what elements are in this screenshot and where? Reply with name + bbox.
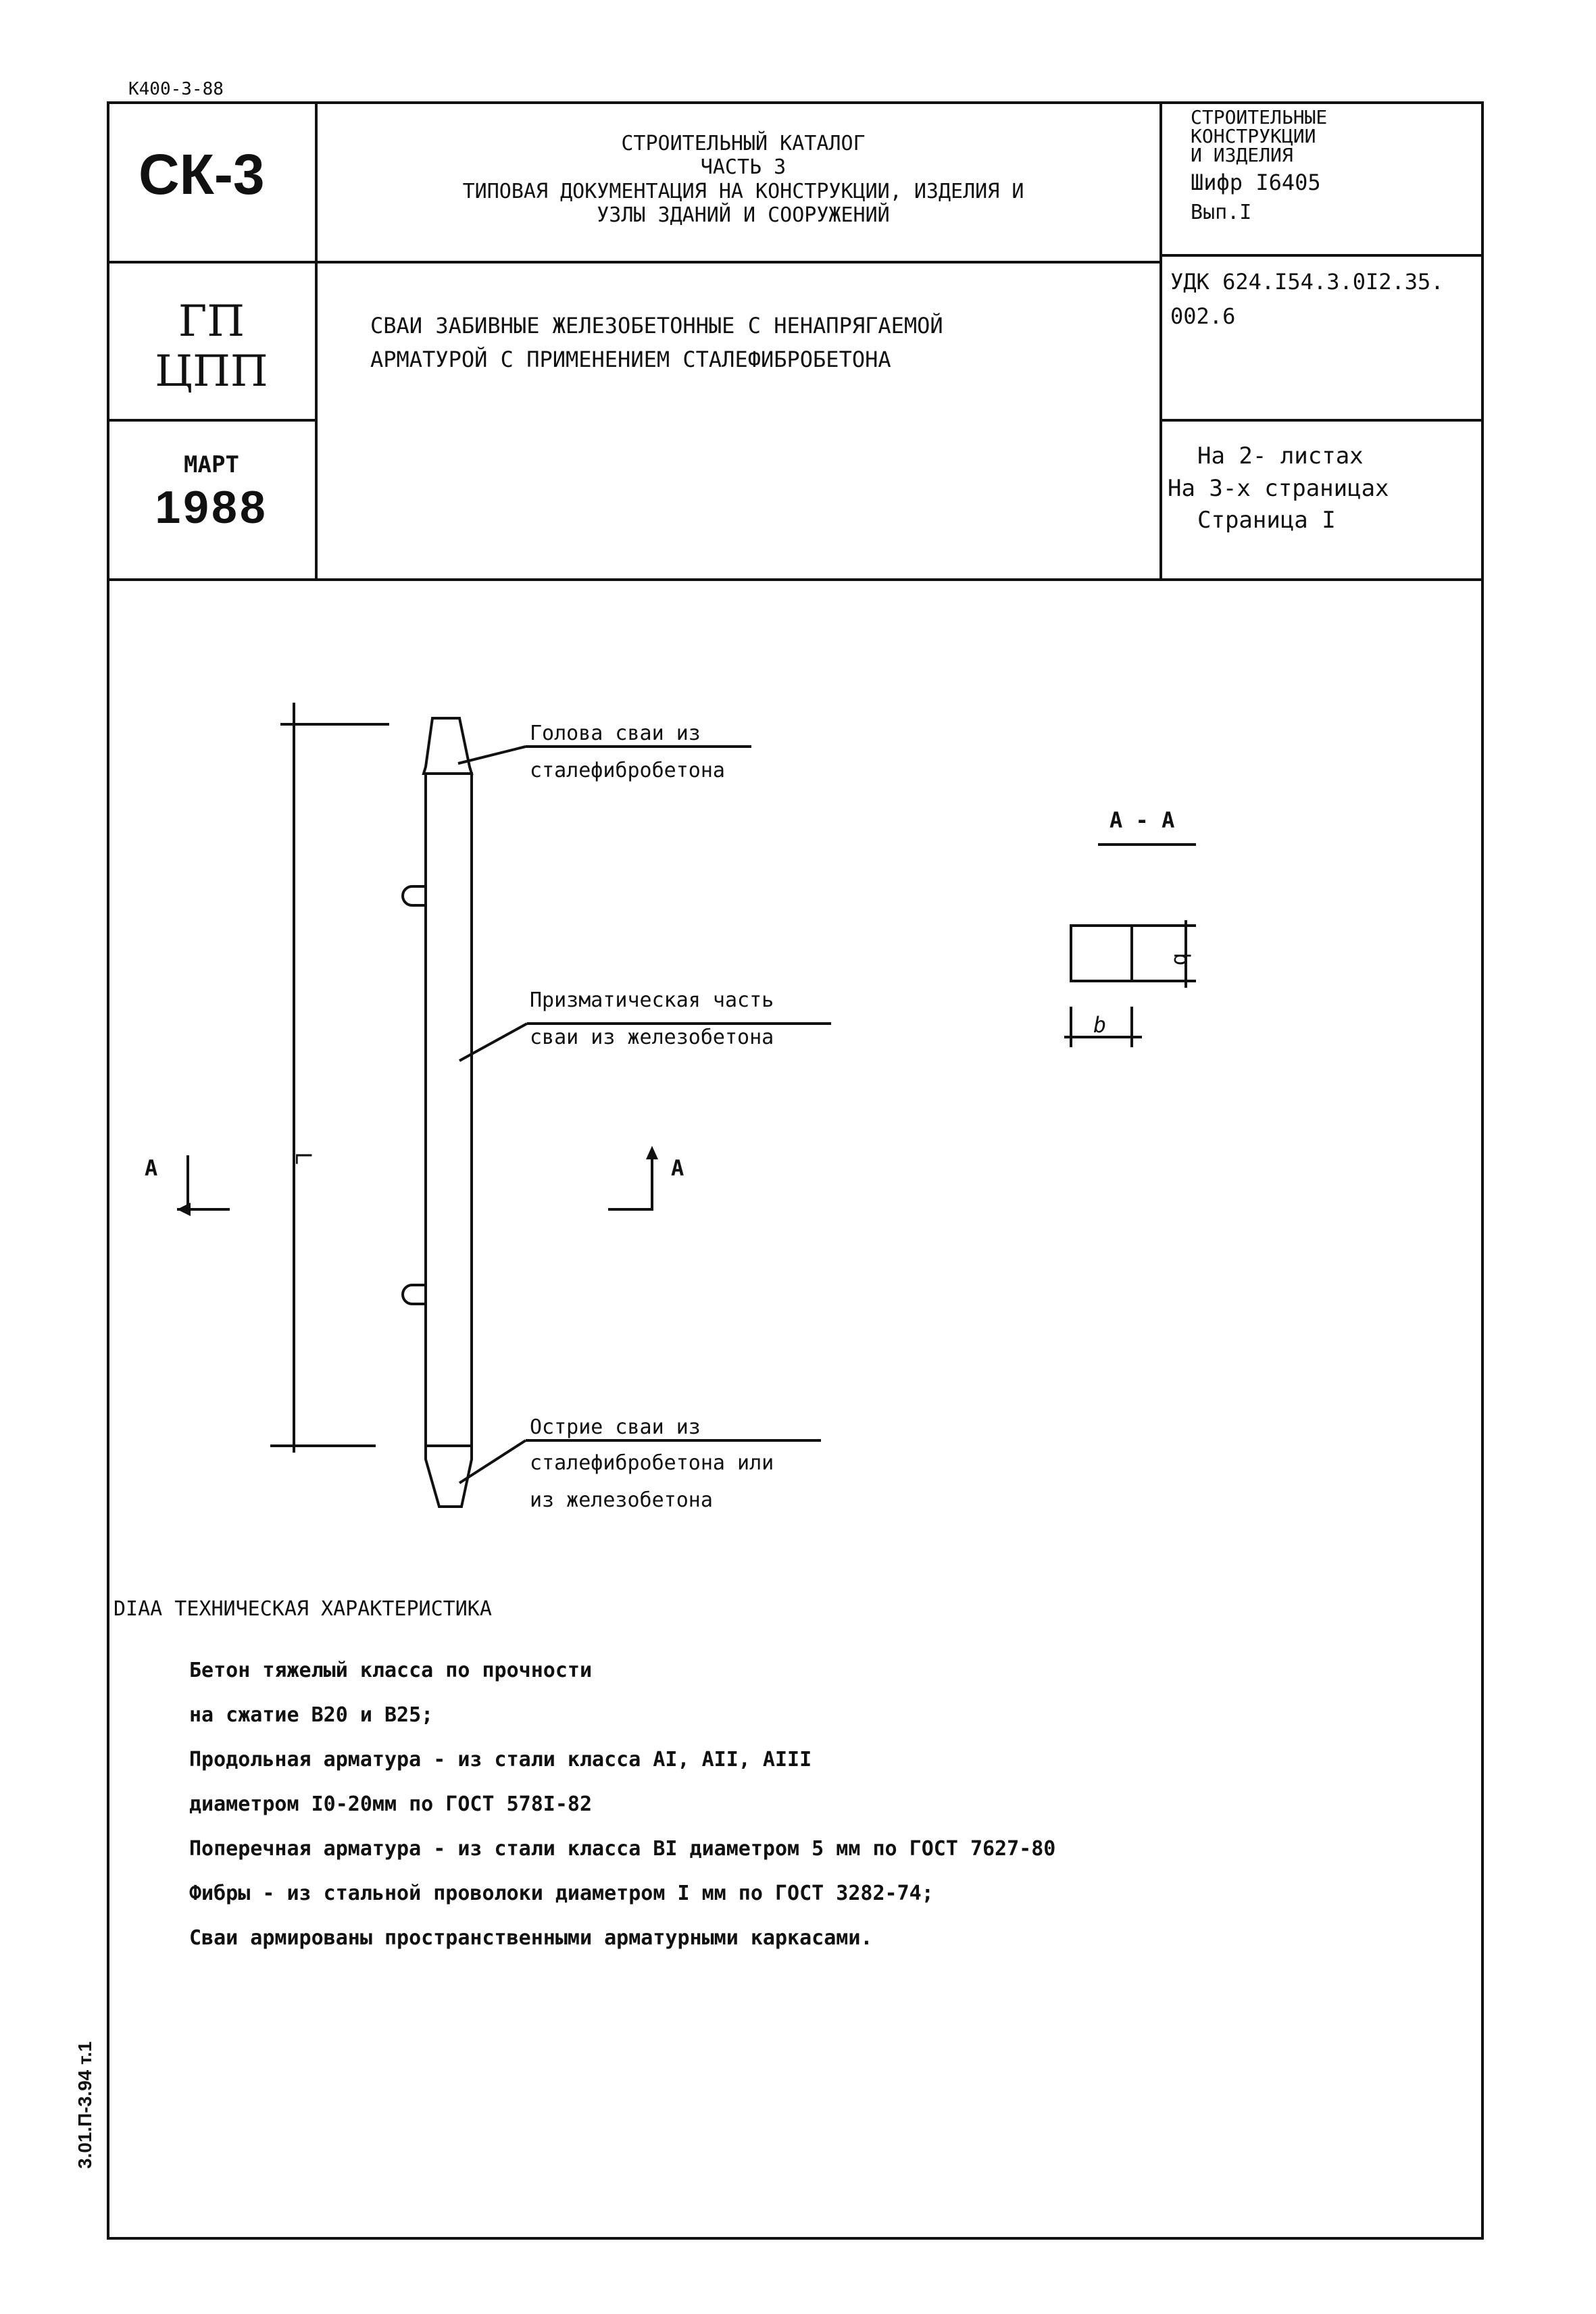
catalog-line-1: СТРОИТЕЛЬНЫЙ КАТАЛОГ — [621, 132, 866, 155]
udk-line-1: УДК 624.I54.3.0I2.35. — [1170, 269, 1444, 295]
series-info-line-1: СТРОИТЕЛЬНЫЕ — [1191, 106, 1328, 128]
section-cut-right — [608, 1155, 652, 1209]
catalog-line-4: УЗЛЫ ЗДАНИЙ И СООРУЖЕНИЙ — [597, 203, 890, 228]
series-info-line-3: И ИЗДЕЛИЯ — [1191, 144, 1293, 166]
prism-leader — [459, 1024, 527, 1061]
document-code: К400-3-88 — [128, 79, 224, 99]
issue-month: МАРТ — [184, 451, 239, 478]
specs-list — [189, 1649, 1055, 1961]
lifting-loop-top — [403, 886, 426, 905]
pile-tip — [426, 1446, 472, 1507]
head-label-line-1: Голова сваи из — [530, 722, 701, 745]
spec-line-2: на сжатие В20 и В25; — [189, 1703, 434, 1727]
spec-line-7: Сваи армированы пространственными арматурными каркасами. — [189, 1926, 873, 1950]
document-title-line-1: СВАИ ЗАБИВНЫЕ ЖЕЛЕЗОБЕТОННЫЕ С НЕНАПРЯГАЕМОЙ — [370, 313, 943, 338]
series-info-line-5: Вып.I — [1191, 201, 1252, 224]
document-title-line-2: АРМАТУРОЙ С ПРИМЕНЕНИЕМ СТАЛЕФИБРОБЕТОНА — [370, 346, 891, 372]
udk-line-2: 002.6 — [1170, 303, 1236, 330]
section-cut-left — [188, 1155, 230, 1209]
catalog-line-3: ТИПОВАЯ ДОКУМЕНТАЦИЯ НА КОНСТРУКЦИИ, ИЗДЕЛИЯ И — [462, 179, 1024, 203]
head-label-line-2: сталефибробетона — [530, 759, 725, 782]
tip-label-line-1: Острие сваи из — [530, 1415, 701, 1439]
page-number: Страница I — [1197, 507, 1336, 534]
series-info-line-2: КОНСТРУКЦИИ — [1191, 125, 1316, 147]
series-info-line-4: Шифр I6405 — [1191, 170, 1321, 195]
pile-head — [424, 718, 472, 774]
prism-label-line-1: Призматическая часть — [530, 988, 774, 1012]
organization-line-2: ЦПП — [155, 346, 268, 397]
section-cut-right-arrow — [646, 1146, 658, 1159]
tip-label-line-3: из железобетона — [530, 1488, 713, 1512]
lifting-loop-bottom — [403, 1285, 426, 1304]
pile-shaft — [426, 774, 472, 1446]
spec-line-3: Продольная арматура - из стали класса АI, АII, АIII — [189, 1748, 812, 1771]
section-cut-right-label: А — [671, 1155, 684, 1181]
catalog-line-2: ЧАСТЬ 3 — [700, 155, 787, 180]
section-dim-side-label: b — [1169, 953, 1195, 966]
specs-heading: DIAA ТЕХНИЧЕСКАЯ ХАРАКТЕРИСТИКА — [114, 1597, 492, 1621]
spec-line-1: Бетон тяжелый класса по прочности — [189, 1659, 593, 1682]
spec-line-6: Фибры - из стальной проволоки диаметром I мм по ГОСТ 3282-74; — [189, 1882, 934, 1905]
side-stamp: 3.01.П-3.94 т.1 — [74, 2041, 95, 2169]
organization-line-1: ГП — [178, 297, 245, 347]
section-title: А - А — [1109, 807, 1175, 833]
spec-line-4: диаметром I0-20мм по ГОСТ 578I-82 — [189, 1792, 593, 1816]
section-dim-bottom-label: b — [1093, 1012, 1107, 1038]
page-count: На 3-х страницах — [1168, 474, 1389, 502]
tip-label-line-2: сталефибробетона или — [530, 1451, 774, 1475]
length-label: L — [291, 1152, 316, 1165]
section-square — [1071, 926, 1132, 981]
series-code: СК-3 — [139, 143, 265, 206]
sheet-count: На 2- листах — [1197, 443, 1364, 470]
spec-line-5: Поперечная арматура - из стали класса ВI диаметром 5 мм по ГОСТ 7627-80 — [189, 1837, 1056, 1861]
prism-label-line-2: сваи из железобетона — [530, 1026, 774, 1049]
section-cut-left-label: А — [145, 1155, 158, 1181]
issue-year: 1988 — [155, 482, 268, 533]
